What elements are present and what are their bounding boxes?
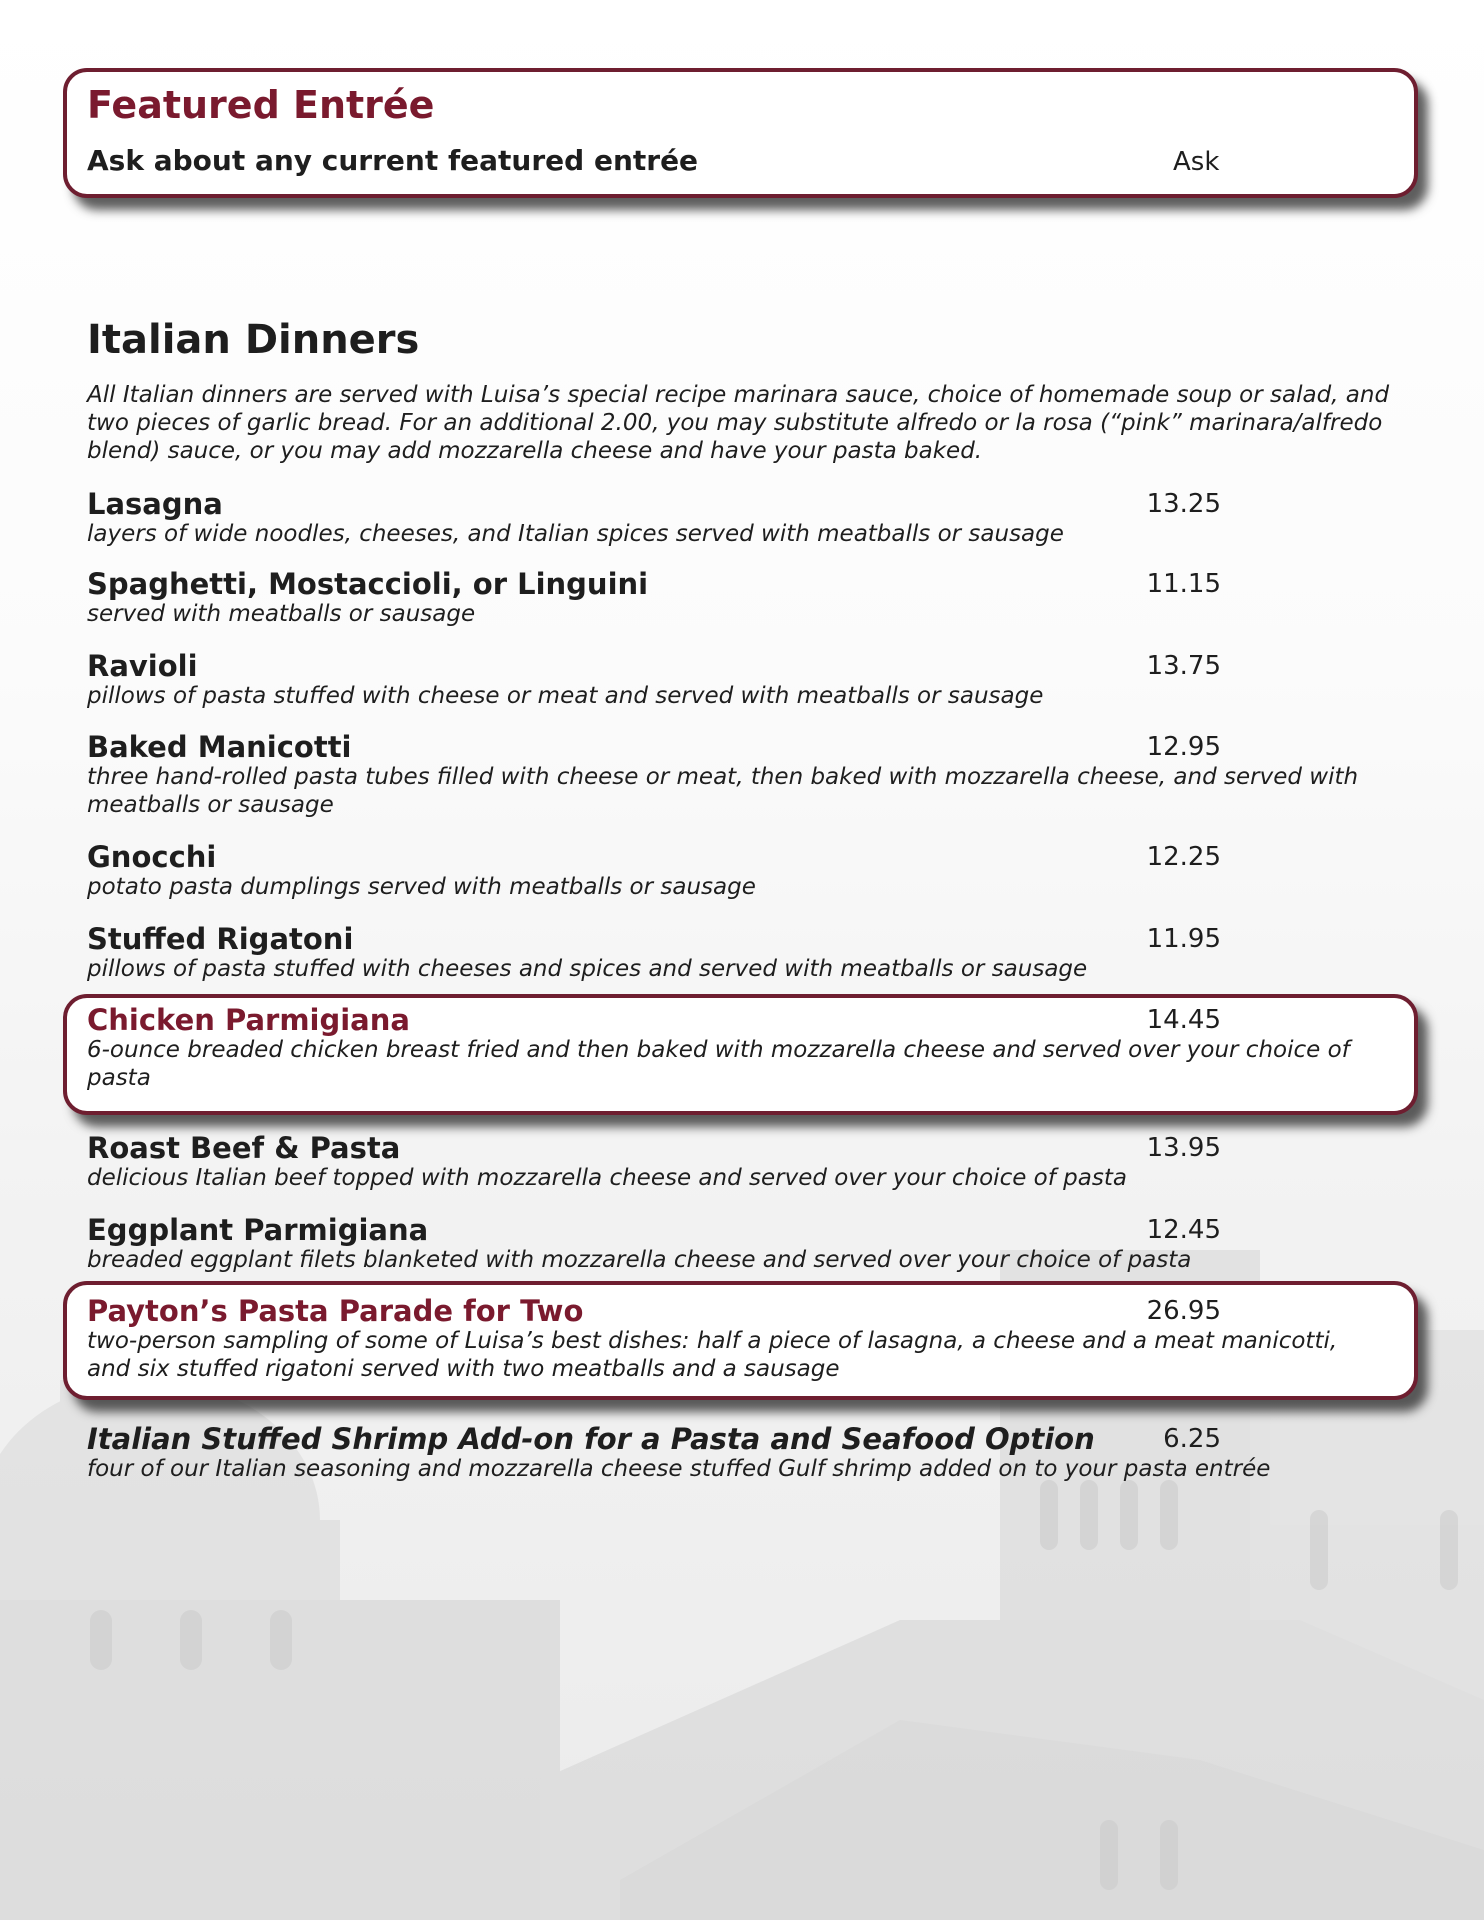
menu-item-description: breaded eggplant filets blanketed with mozzarella cheese and served over your choice of pasta	[87, 1247, 1192, 1273]
menu-item-name: Lasagna	[87, 487, 223, 521]
menu-item-price: 13.95	[1146, 1133, 1221, 1163]
menu-item-description: potato pasta dumplings served with meatballs or sausage	[87, 874, 756, 900]
menu-item-description: layers of wide noodles, cheeses, and Italian spices served with meatballs or sausage	[87, 521, 1064, 547]
menu-item	[87, 1423, 1407, 1483]
menu-item-price: 13.25	[1146, 489, 1221, 519]
menu-item	[87, 841, 1407, 901]
menu-item-price: 14.45	[1146, 1005, 1221, 1035]
menu-item	[87, 1295, 1407, 1383]
menu-item-description: delicious Italian beef topped with mozzarella cheese and served over your choice of pasta	[87, 1165, 1127, 1191]
menu-item-price: 6.25	[1163, 1424, 1221, 1454]
section-intro: All Italian dinners are served with Luisa’s special recipe marinara sauce, choice of homemade soup or salad, and two pieces of garlic bread. For an additional 2.00, you may substitute alfredo or la rosa (“pink” marinara/alfredo blend) sauce, or you may add mozzarella cheese and have your pasta baked.	[87, 382, 1390, 464]
featured-entree-title: Featured Entrée	[87, 83, 435, 127]
menu-item	[87, 731, 1407, 819]
menu-item	[87, 1132, 1407, 1192]
menu-item	[87, 568, 1407, 628]
menu-item-description: 6-ounce breaded chicken breast fried and then baked with mozzarella cheese and served over your choice of pasta	[87, 1037, 1350, 1091]
menu-item-description: served with meatballs or sausage	[87, 601, 476, 627]
menu-item-description: three hand-rolled pasta tubes filled with cheese or meat, then baked with mozzarella cheese, and served with meatballs or sausage	[87, 764, 1359, 818]
menu-item-name: Gnocchi	[87, 840, 217, 874]
menu-item	[87, 1004, 1407, 1092]
menu-item-price: 11.95	[1146, 924, 1221, 954]
menu-item-description: pillows of pasta stuffed with cheeses and spices and served with meatballs or sausage	[87, 956, 1088, 982]
menu-item-name: Spaghetti, Mostaccioli, or Linguini	[87, 567, 649, 601]
menu-item-description: pillows of pasta stuffed with cheese or meat and served with meatballs or sausage	[87, 683, 1044, 709]
menu-item-name: Baked Manicotti	[87, 730, 352, 764]
menu-item-price: 12.95	[1146, 732, 1221, 762]
menu-item-name: Eggplant Parmigiana	[87, 1213, 429, 1247]
menu-item-name: Chicken Parmigiana	[87, 1003, 410, 1037]
menu-item-price: 13.75	[1146, 651, 1221, 681]
menu-item-price: 12.45	[1146, 1215, 1221, 1245]
menu-item	[87, 488, 1407, 548]
menu-item	[87, 650, 1407, 710]
menu-item-name: Payton’s Pasta Parade for Two	[87, 1294, 584, 1328]
featured-entree-text: Ask about any current featured entrée	[87, 144, 699, 177]
menu-item-description: two-person sampling of some of Luisa’s best dishes: half a piece of lasagna, a cheese and a meat manicotti, and six stuffed rigatoni served with two meatballs and a sausage	[87, 1328, 1338, 1382]
menu-item	[87, 1214, 1407, 1274]
featured-entree-box	[63, 68, 1418, 198]
menu-item-price: 11.15	[1146, 569, 1221, 599]
menu-item-name: Roast Beef & Pasta	[87, 1131, 401, 1165]
featured-entree-price: Ask	[1173, 147, 1220, 177]
menu-item-price: 26.95	[1146, 1296, 1221, 1326]
menu-item-name: Italian Stuffed Shrimp Add-on for a Pasta and Seafood Option	[87, 1422, 1095, 1456]
menu-item	[87, 923, 1407, 983]
menu-item-description: four of our Italian seasoning and mozzarella cheese stuffed Gulf shrimp added on to your pasta entrée	[87, 1456, 1271, 1482]
section-title: Italian Dinners	[87, 317, 420, 363]
menu-item-name: Stuffed Rigatoni	[87, 922, 354, 956]
menu-item-name: Ravioli	[87, 649, 198, 683]
menu-item-price: 12.25	[1146, 842, 1221, 872]
